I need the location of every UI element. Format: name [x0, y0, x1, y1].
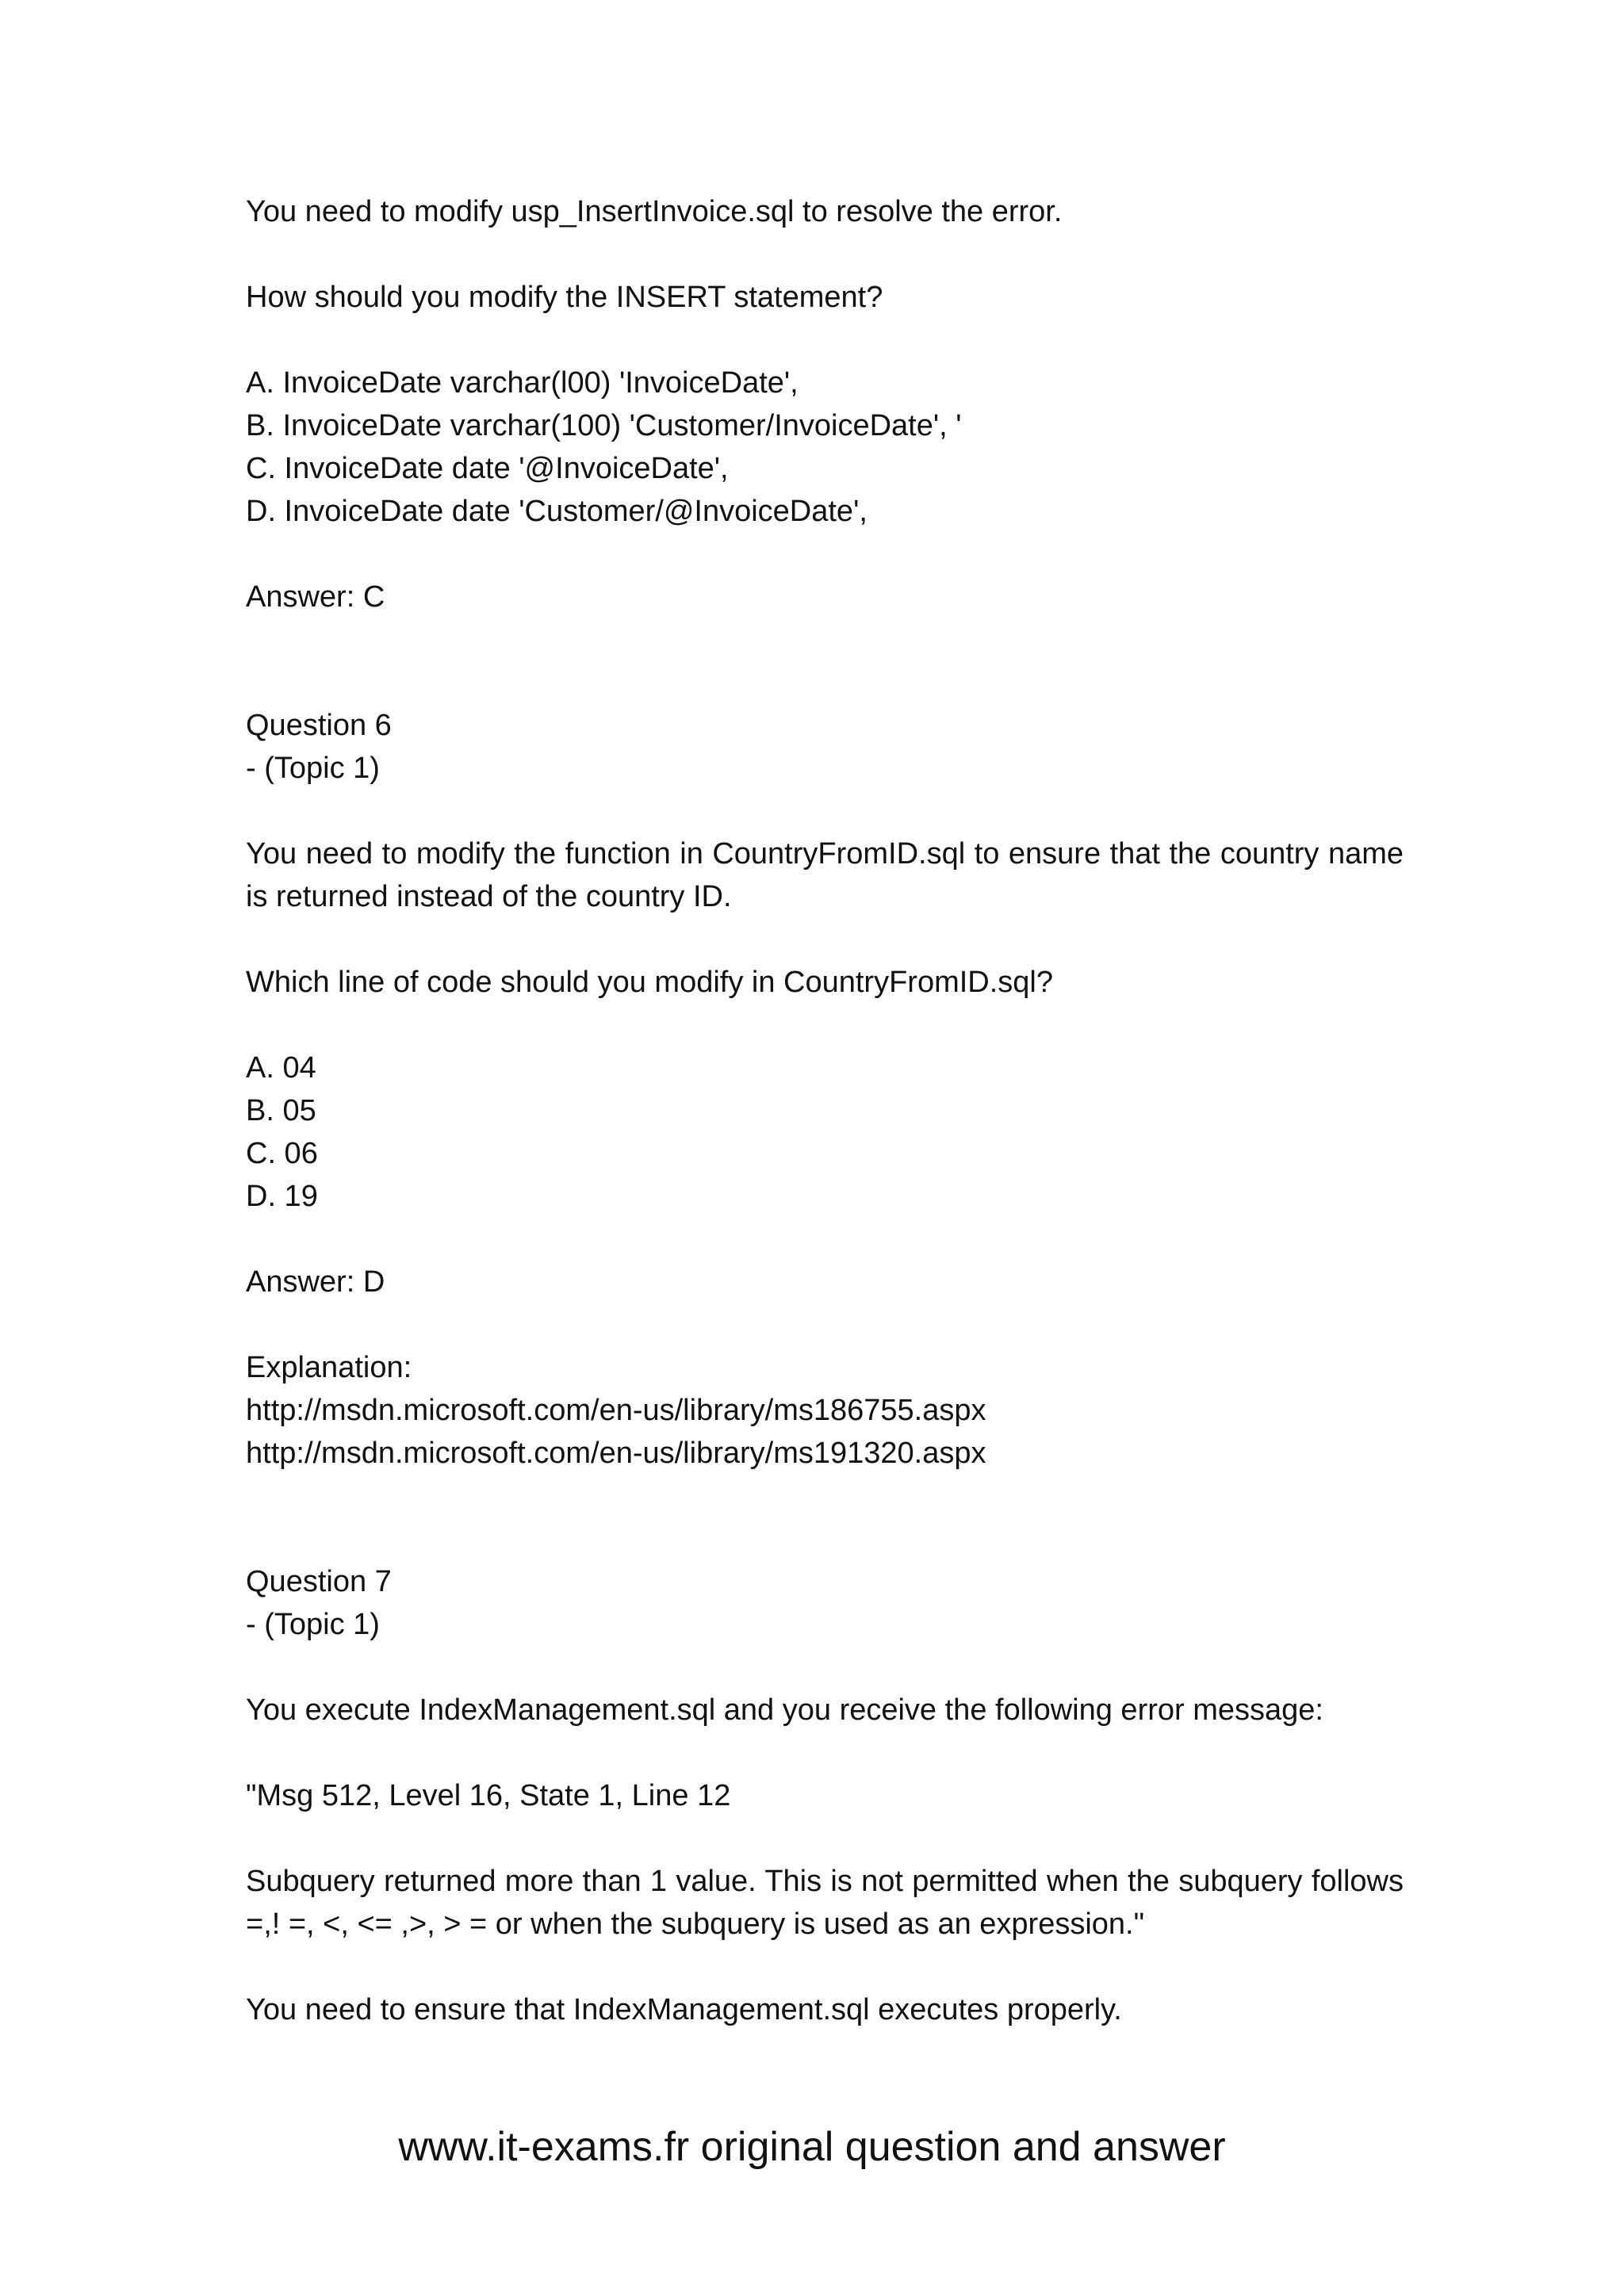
q6-option-a: A. 04	[246, 1051, 316, 1085]
q6-prompt: Which line of code should you modify in CountryFromID.sql?	[246, 966, 1054, 999]
q5-option-c: C. InvoiceDate date '@InvoiceDate',	[246, 452, 729, 485]
q5-instruction: You need to modify usp_InsertInvoice.sql to resolve the error.	[246, 195, 1063, 228]
document-page	[246, 190, 1412, 2031]
q7-error-line: "Msg 512, Level 16, State 1, Line 12	[246, 1779, 731, 1812]
q7-title: Question 7	[246, 1565, 392, 1598]
footer-text: www.it-exams.fr original question and answer	[398, 2124, 1226, 2170]
q6-link-1[interactable]: http://msdn.microsoft.com/en-us/library/ms186755.aspx	[246, 1394, 986, 1427]
q7-error-detail: Subquery returned more than 1 value. This is not permitted when the subquery follows =,! =, <, <= ,>, > = or when the subquery is used as an expression."	[246, 1865, 1412, 1941]
q6-answer: Answer: D	[246, 1265, 385, 1299]
q5-option-d: D. InvoiceDate date 'Customer/@InvoiceDate',	[246, 495, 868, 528]
q5-option-a: A. InvoiceDate varchar(l00) 'InvoiceDate',	[246, 366, 799, 400]
q6-title: Question 6	[246, 709, 392, 742]
q5-answer: Answer: C	[246, 580, 385, 614]
q7-topic: - (Topic 1)	[246, 1608, 380, 1641]
q6-topic: - (Topic 1)	[246, 752, 380, 785]
q5-option-b: B. InvoiceDate varchar(100) 'Customer/InvoiceDate', '	[246, 409, 962, 442]
q6-option-d: D. 19	[246, 1180, 318, 1213]
q6-explanation-label: Explanation:	[246, 1351, 412, 1384]
q6-instruction: You need to modify the function in CountryFromID.sql to ensure that the country name is returned instead of the country ID.	[246, 837, 1412, 913]
q7-instruction: You execute IndexManagement.sql and you receive the following error message:	[246, 1693, 1323, 1727]
q7-requirement: You need to ensure that IndexManagement.sql executes properly.	[246, 1993, 1122, 2026]
q5-prompt: How should you modify the INSERT statement?	[246, 281, 883, 314]
q6-option-b: B. 05	[246, 1094, 316, 1127]
q6-option-c: C. 06	[246, 1137, 318, 1170]
q6-link-2[interactable]: http://msdn.microsoft.com/en-us/library/ms191320.aspx	[246, 1437, 986, 1470]
